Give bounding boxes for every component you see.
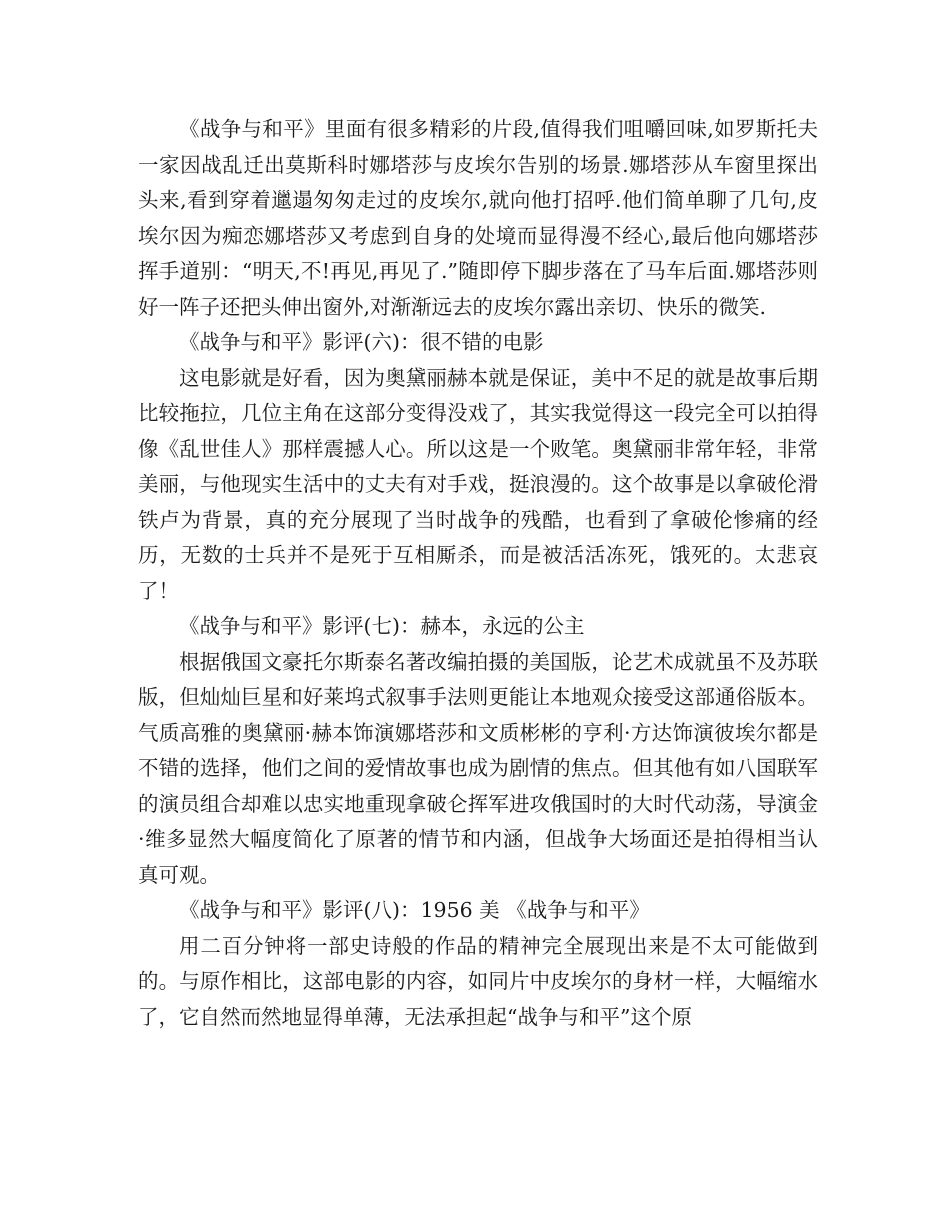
- body-paragraph: 根据俄国文豪托尔斯泰名著改编拍摄的美国版，论艺术成就虽不及苏联版，但灿灿巨星和好莱坞式叙事手法则更能让本地观众接受这部通俗版本。气质高雅的奥黛丽·赫本饰演娜塔莎和文质彬彬的亨利·方达饰演彼埃尔都是不错的选择，他们之间的爱情故事也成为剧情的焦点。但其他有如八国联军的演员组合却难以忠实地重现拿破仑挥军进攻俄国时的大时代动荡，导演金·维多显然大幅度简化了原著的情节和内涵，但战争大场面还是拍得相当认真可观。: [138, 649, 818, 887]
- section-heading: 《战争与和平》影评(八)：1956 美 《战争与和平》: [179, 898, 650, 922]
- body-paragraph: 《战争与和平》里面有很多精彩的片段,值得我们咀嚼回味,如罗斯托夫一家因战乱迁出莫斯科时娜塔莎与皮埃尔告别的场景.娜塔莎从车窗里探出头来,看到穿着邋遢匆匆走过的皮埃尔,就向他打招呼.他们简单聊了几句,皮埃尔因为痴恋娜塔莎又考虑到自身的处境而显得漫不经心,最后他向娜塔莎挥手道别：“明天,不!再见,再见了.”随即停下脚步落在了马车后面.娜塔莎则好一阵子还把头伸出窗外,对渐渐远去的皮埃尔露出亲切、快乐的微笑.: [138, 117, 818, 319]
- section-heading: 《战争与和平》影评(六)：很不错的电影: [179, 330, 544, 354]
- body-paragraph: 用二百分钟将一部史诗般的作品的精神完全展现出来是不太可能做到的。与原作相比，这部电影的内容，如同片中皮埃尔的身材一样，大幅缩水了，它自然而然地显得单薄，无法承担起“战争与和平”这个原: [138, 933, 818, 1029]
- section-heading: 《战争与和平》影评(七)：赫本，永远的公主: [179, 614, 585, 638]
- body-paragraph: 这电影就是好看，因为奥黛丽赫本就是保证，美中不足的就是故事后期比较拖拉，几位主角在这部分变得没戏了，其实我觉得这一段完全可以拍得像《乱世佳人》那样震撼人心。所以这是一个败笔。奥黛丽非常年轻，非常美丽，与他现实生活中的丈夫有对手戏，挺浪漫的。这个故事是以拿破伦滑铁卢为背景，真的充分展现了当时战争的残酷，也看到了拿破伦惨痛的经历，无数的士兵并不是死于互相厮杀，而是被活活冻死，饿死的。太悲哀了！: [138, 365, 818, 603]
- document-body: [138, 112, 818, 1035]
